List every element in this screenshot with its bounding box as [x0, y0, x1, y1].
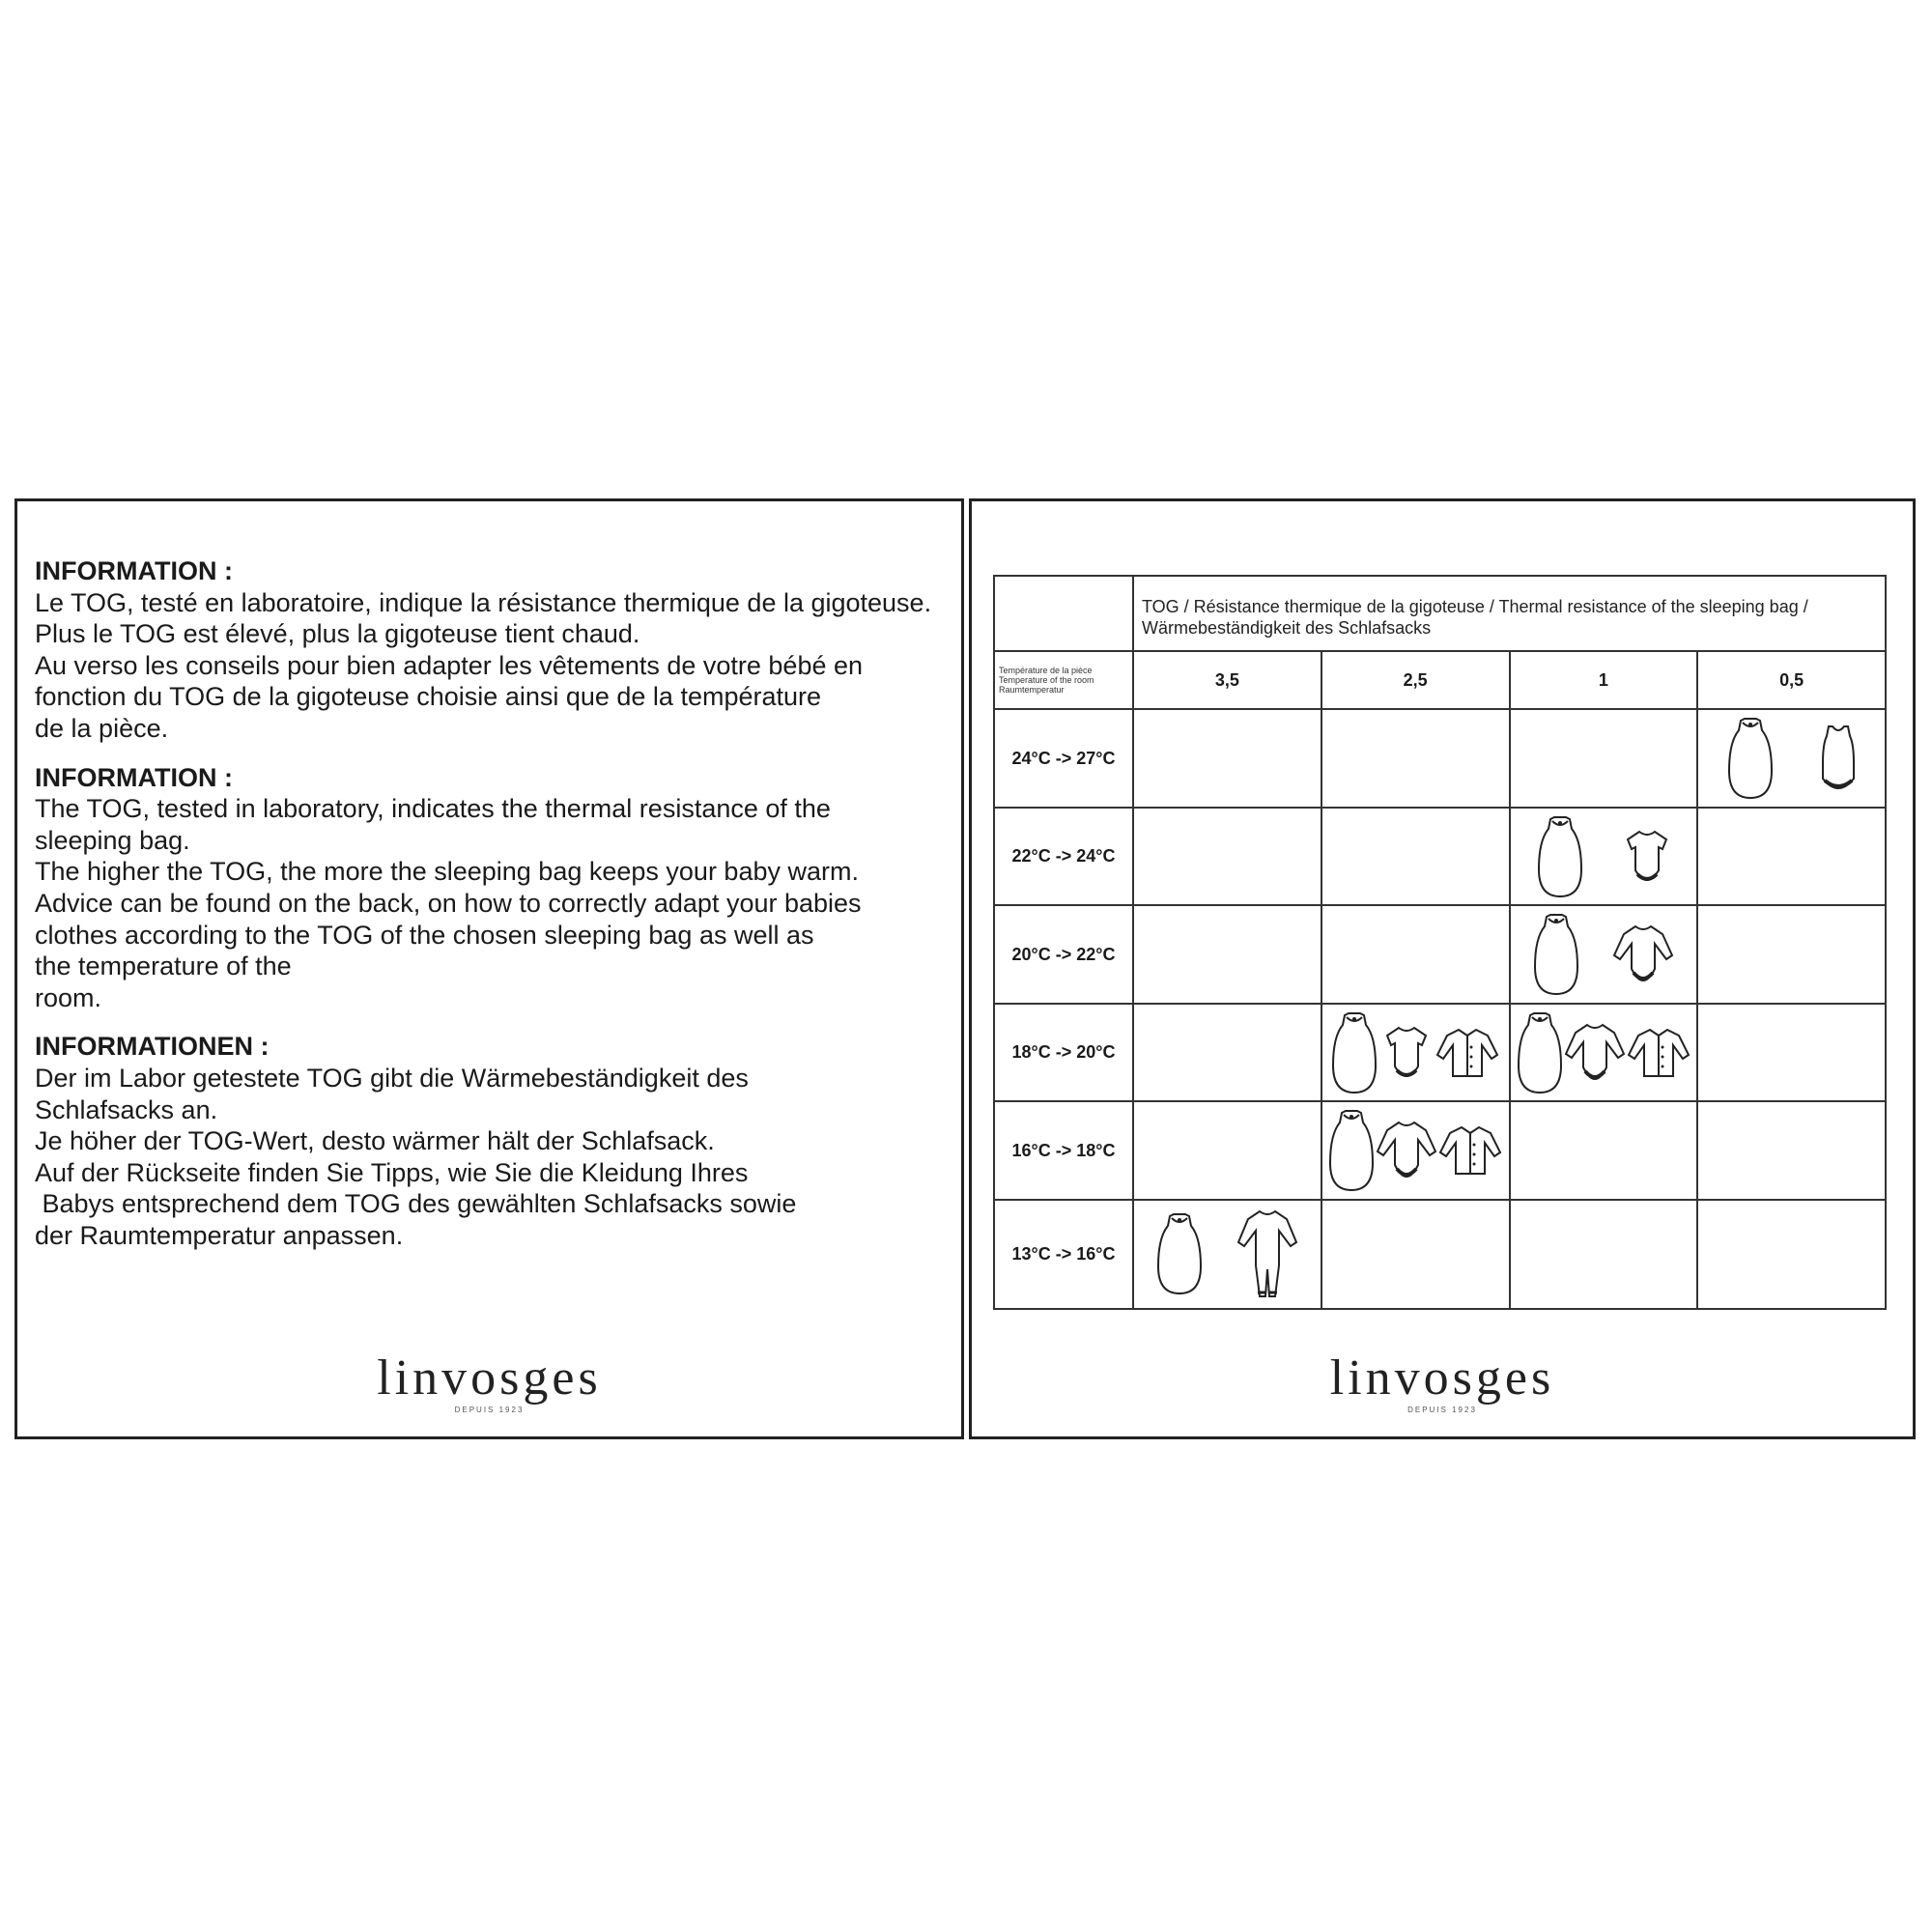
clothing-cell [1697, 1101, 1886, 1200]
info-line: Schlafsacks an. [35, 1094, 218, 1124]
info-line: Au verso les conseils pour bien adapter les vêtements de votre bébé en [35, 650, 864, 680]
info-heading-de: INFORMATIONEN : [35, 1032, 270, 1062]
tog-header: 1 [1510, 651, 1698, 709]
clothing-cell [1510, 905, 1698, 1004]
table-row [994, 1200, 1886, 1309]
info-line: sleeping bag. [35, 825, 190, 855]
info-line: the temperature of the [35, 952, 292, 981]
clothing-cell [1133, 709, 1321, 808]
table-row [994, 1004, 1886, 1102]
brand-logo [972, 1351, 1913, 1415]
sleeping-bag-icon [1533, 913, 1579, 996]
clothing-cell [1697, 1004, 1886, 1102]
info-heading-en: INFORMATION : [35, 762, 233, 792]
clothing-cell [1510, 1004, 1698, 1102]
clothing-cell [1133, 1200, 1321, 1309]
table-row [994, 808, 1886, 906]
brand-tagline: DEPUIS 1923 [454, 1406, 525, 1414]
sleeping-bag-icon [1517, 1011, 1563, 1094]
sleeping-bag-icon [1727, 717, 1774, 800]
clothing-cell [1133, 808, 1321, 906]
clothing-cell [1697, 709, 1886, 808]
info-text [35, 555, 952, 1268]
info-line: Advice can be found on the back, on how to correctly adapt your babies [35, 888, 862, 918]
cardigan-icon [1627, 1026, 1690, 1080]
temperature-range: 22°C -> 24°C [994, 808, 1133, 906]
corner-cell [994, 576, 1133, 651]
tog-header: 2,5 [1321, 651, 1510, 709]
info-line: clothes according to the TOG of the chosen sleeping bag as well as [35, 920, 814, 950]
brand-name: linvosges [1329, 1350, 1555, 1406]
info-line: der Raumtemperatur anpassen. [35, 1220, 404, 1250]
info-heading-fr: INFORMATION : [35, 556, 233, 585]
short-sleeve-bodysuit-icon [1624, 828, 1670, 886]
room-label-de: Raumtemperatur [999, 685, 1065, 696]
sleeping-bag-icon [1328, 1109, 1375, 1192]
room-temperature-label [994, 651, 1133, 709]
sleeveless-bodysuit-icon [1821, 724, 1856, 792]
clothing-cell [1510, 808, 1698, 906]
info-section-fr [35, 555, 952, 745]
brand-tagline: DEPUIS 1923 [1407, 1406, 1477, 1414]
cardigan-icon [1438, 1123, 1502, 1178]
sleeping-bag-icon [1537, 815, 1583, 898]
table-title [1133, 576, 1886, 651]
info-panel [14, 498, 964, 1439]
clothing-cell [1697, 1200, 1886, 1309]
clothing-cell [1321, 709, 1510, 808]
table-row [994, 905, 1886, 1004]
tog-header: 0,5 [1697, 651, 1886, 709]
cardigan-icon [1435, 1026, 1499, 1080]
table-row [994, 1101, 1886, 1200]
clothing-cell [1321, 1004, 1510, 1102]
info-line: fonction du TOG de la gigoteuse choisie ainsi que de la température [35, 682, 822, 712]
long-sleeve-bodysuit-icon [1376, 1119, 1437, 1182]
short-sleeve-bodysuit-icon [1383, 1024, 1430, 1082]
clothing-cell [1510, 1101, 1698, 1200]
info-line: The higher the TOG, the more the sleeping bag keeps your baby warm. [35, 857, 859, 887]
clothing-cell [1133, 1101, 1321, 1200]
long-sleeve-bodysuit-icon [1564, 1021, 1626, 1085]
clothing-cell [1321, 1200, 1510, 1309]
info-line: Babys entsprechend dem TOG des gewählten Schlafsacks sowie [35, 1189, 797, 1219]
info-line: The TOG, tested in laboratory, indicates the thermal resistance of the [35, 794, 831, 824]
info-line: room. [35, 982, 102, 1012]
temperature-range: 13°C -> 16°C [994, 1200, 1133, 1309]
clothing-cell [1697, 905, 1886, 1004]
info-line: Auf der Rückseite finden Sie Tipps, wie Sie die Kleidung Ihres [35, 1157, 749, 1187]
table-row [994, 709, 1886, 808]
room-label-fr: Température de la pièce [999, 666, 1093, 676]
info-line: Plus le TOG est élevé, plus la gigoteuse tient chaud. [35, 619, 640, 649]
room-label-en: Temperature of the room [999, 675, 1094, 686]
clothing-cell [1133, 905, 1321, 1004]
clothing-cell [1510, 1200, 1698, 1309]
info-section-en [35, 762, 952, 1014]
temperature-range: 24°C -> 27°C [994, 709, 1133, 808]
temperature-range: 18°C -> 20°C [994, 1004, 1133, 1102]
tog-chart-panel [969, 498, 1916, 1439]
info-line: Der im Labor getestete TOG gibt die Wärmebeständigkeit des [35, 1063, 749, 1093]
long-sleeve-bodysuit-icon [1612, 923, 1674, 986]
brand-logo [17, 1351, 961, 1415]
clothing-cell [1321, 1101, 1510, 1200]
info-line: Je höher der TOG-Wert, desto wärmer hält der Schlafsack. [35, 1126, 715, 1156]
table-title-line: Wärmebeständigkeit des Schlafsacks [1142, 618, 1432, 639]
tog-header: 3,5 [1133, 651, 1321, 709]
info-line: de la pièce. [35, 713, 169, 743]
footed-sleepsuit-icon [1236, 1208, 1298, 1300]
clothing-cell [1321, 808, 1510, 906]
tog-table [993, 575, 1887, 1310]
sleeping-bag-icon [1156, 1212, 1203, 1295]
temperature-range: 20°C -> 22°C [994, 905, 1133, 1004]
table-title-line: TOG / Résistance thermique de la gigoteuse / Thermal resistance of the sleeping bag / [1142, 597, 1808, 617]
info-line: Le TOG, testé en laboratoire, indique la résistance thermique de la gigoteuse. [35, 587, 932, 617]
clothing-cell [1697, 808, 1886, 906]
clothing-cell [1133, 1004, 1321, 1102]
brand-name: linvosges [377, 1350, 602, 1406]
sleeping-bag-icon [1331, 1011, 1378, 1094]
temperature-range: 16°C -> 18°C [994, 1101, 1133, 1200]
clothing-cell [1510, 709, 1698, 808]
clothing-cell [1321, 905, 1510, 1004]
info-section-de [35, 1031, 952, 1251]
